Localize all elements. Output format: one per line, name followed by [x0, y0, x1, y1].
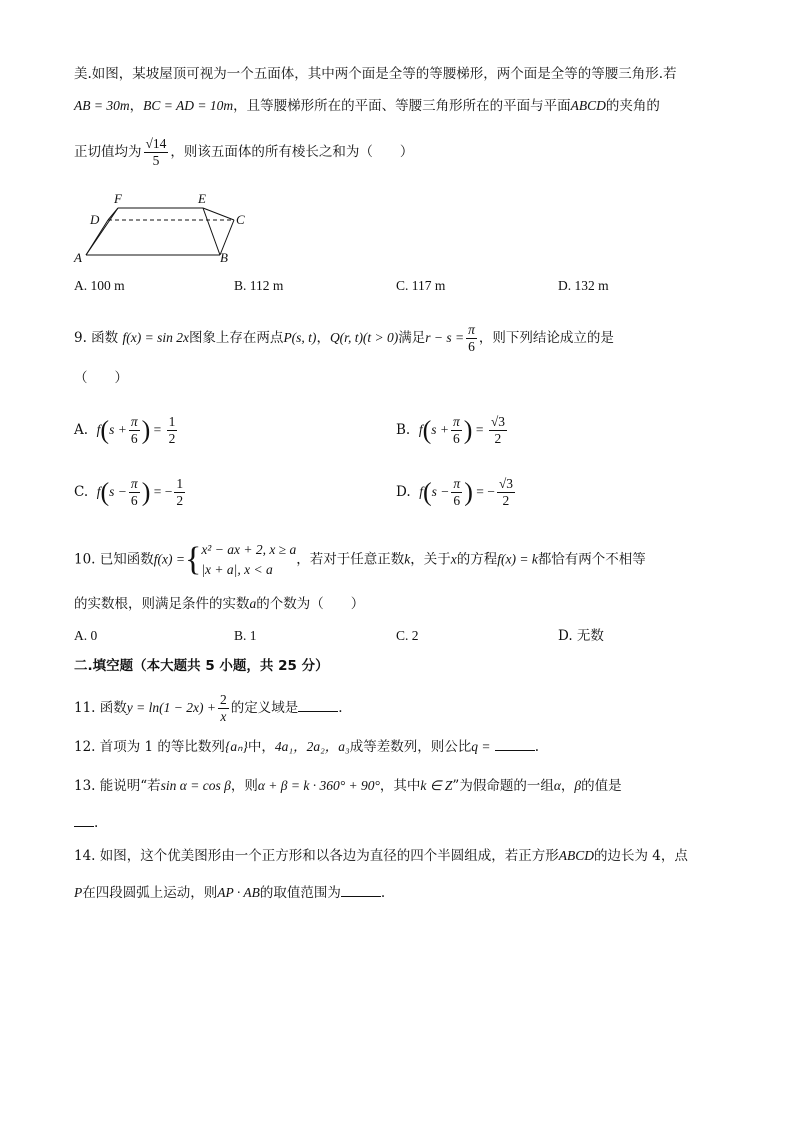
- q8-option-d[interactable]: D. 132 m: [558, 278, 609, 293]
- q10-stem: 10. 已知函数f(x) ={ x² − ax + 2, x ≥ a |x + a|, x < a ，若对于任意正数k，关于x的方程f(x) = k都恰有两个不相等: [74, 541, 646, 578]
- answer-blank-q12[interactable]: [495, 736, 535, 751]
- vector-dot-product: AP · AB: [217, 885, 260, 900]
- q9-option-b[interactable]: B. f(s + $\frac{\pi}{6}$ ) = $\frac{√3}{2}$: [396, 414, 505, 446]
- q9-option-c[interactable]: C. f(s − $\frac{\pi}{6}$ ) = − $\frac{1}{2}$: [74, 476, 184, 508]
- label-A: A: [74, 250, 82, 265]
- q8-line2: AB = 30m，BC = AD = 10m，且等腰梯形所在的平面、等腰三角形所在的平面与平面ABCD的夹角的: [74, 98, 660, 114]
- pentahedron-figure: [72, 190, 262, 265]
- q10-option-b[interactable]: B. 1: [234, 628, 257, 643]
- q8-option-c[interactable]: C. 117 m: [396, 278, 446, 293]
- label-D: D: [90, 212, 100, 227]
- label-C: C: [236, 212, 245, 227]
- q13-blank-line: .: [74, 812, 98, 833]
- q9-option-d[interactable]: D. f(s − $\frac{\pi}{6}$ ) = − $\frac{√3}{2}$: [396, 476, 514, 508]
- q14-line1: 14. 如图，这个优美图形由一个正方形和以各边为直径的四个半圆组成，若正方形ABCD的边长为 4，点: [74, 848, 688, 864]
- label-E: E: [198, 191, 206, 206]
- answer-blank-q14[interactable]: [341, 882, 381, 897]
- q10-option-d[interactable]: D. 无数: [558, 628, 604, 644]
- q12-stem: 12. 首项为 1 的等比数列{aₙ}中，4a₁，2a₂，a₃成等差数列，则公比q = .: [74, 736, 539, 757]
- q8-line1: 美.如图，某坡屋顶可视为一个五面体，其中两个面是全等的等腰梯形，两个面是全等的等腰三角形.若: [74, 66, 677, 82]
- q10-line2: 的实数根，则满足条件的实数a的个数为（ ）: [74, 596, 365, 612]
- q10-option-a[interactable]: A. 0: [74, 628, 98, 643]
- q8-option-a[interactable]: A. 100 m: [74, 278, 125, 293]
- fraction-sqrt14-over-5: $\frac{√14}{5}$: [145, 136, 167, 168]
- q13-stem: 13. 能说明“若sin α = cos β，则α + β = k · 360° + 90°，其中k ∈ Z”为假命题的一组α，β的值是: [74, 778, 622, 794]
- answer-blank-q11[interactable]: [298, 697, 338, 712]
- q9-stem: 9. 函数 f(x) = sin 2x图象上存在两点P(s, t)，Q(r, t)(t > 0)满足r − s = $\frac{\pi}{6}$ ，则下列结论成立的是: [74, 322, 614, 354]
- piecewise-cases: x² − ax + 2, x ≥ a |x + a|, x < a: [201, 542, 297, 577]
- q10-option-c[interactable]: C. 2: [396, 628, 419, 643]
- label-B: B: [220, 250, 228, 265]
- q8-line3: 正切值均为 $\frac{√14}{5}$ ，则该五面体的所有棱长之和为（ ）: [74, 136, 414, 168]
- label-F: F: [114, 191, 122, 206]
- section-heading-fill-in: 二.填空题（本大题共 5 小题，共 25 分）: [74, 658, 329, 674]
- q9-paren: （ ）: [74, 370, 128, 386]
- q14-line2: P在四段圆弧上运动，则AP · AB的取值范围为 .: [74, 882, 385, 903]
- answer-blank-q13[interactable]: [74, 812, 94, 827]
- q8-option-b[interactable]: B. 112 m: [234, 278, 284, 293]
- q11-stem: 11. 函数y = ln(1 − 2x) + $\frac{2}{x}$ 的定义域是 .: [74, 692, 343, 724]
- q9-option-a[interactable]: A. f(s + $\frac{\pi}{6}$ ) = $\frac{1}{2}$: [74, 414, 176, 446]
